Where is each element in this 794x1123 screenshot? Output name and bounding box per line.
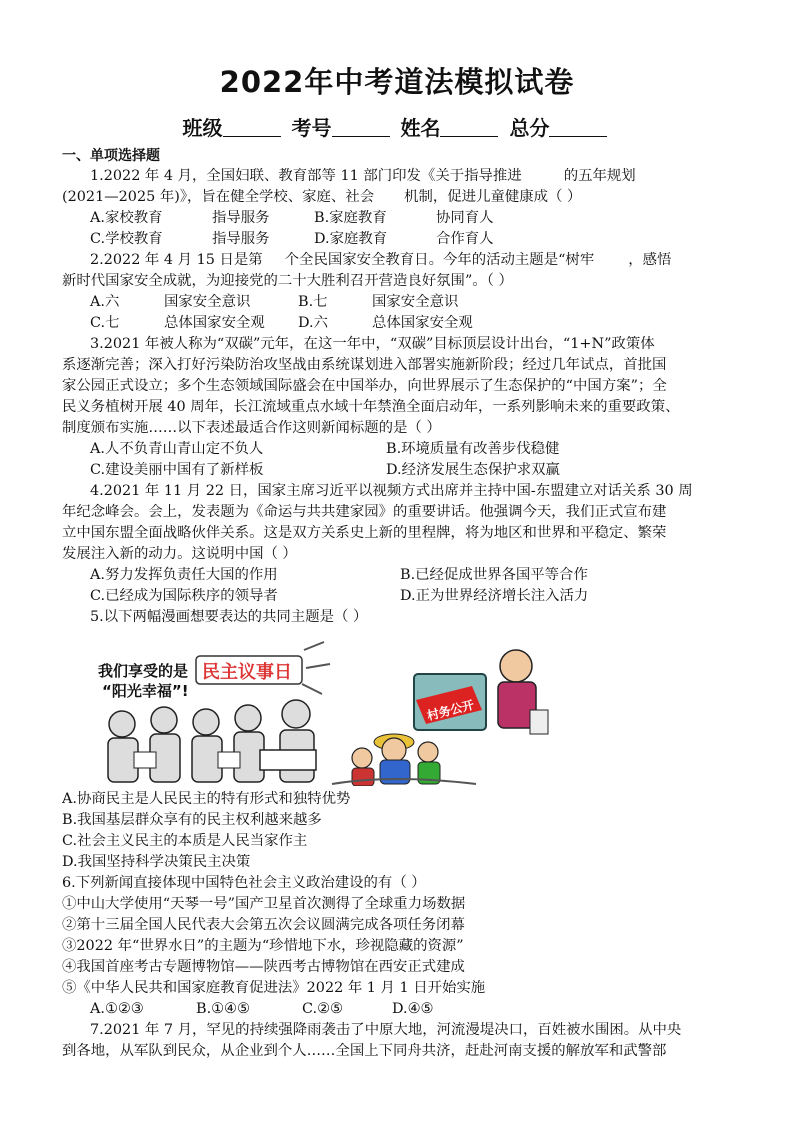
q2-option-d-2: 总体国家安全观 [372,315,473,331]
number-blank[interactable] [332,118,390,137]
q1-line1: 1.2022 年 4 月，全国妇联、教育部等 11 部门印发《关于指导推进 的五年规划 [90,168,636,184]
q1-option-c[interactable]: C.学校教育 [90,231,163,247]
cartoon-democracy-day [98,642,330,782]
q7-line2: 到各地，从军队到民众，从企业到个人……全国上下同舟共济，赶赴河南支援的解放军和武警部 [62,1043,667,1059]
q3-line1: 3.2021 年被人称为“双碳”元年，在这一年中，“双碳”目标顶层设计出台，“1+N”政策体 [90,336,655,352]
student-info-row [0,112,794,141]
q4-option-a[interactable]: A.努力发挥负责任大国的作用 [90,567,278,583]
q6-item2: ②第十三届全国人民代表大会第五次会议圆满完成各项任务闭幕 [62,917,465,933]
q6-option-a[interactable]: A.①②③ [90,1001,144,1017]
q7-line1: 7.2021 年 7 月，罕见的持续强降雨袭击了中原大地，河流漫堤决口，百姓被水围困。从中央 [90,1022,682,1038]
q5-option-a[interactable]: A.协商民主是人民民主的特有形式和独特优势 [62,791,351,807]
cartoon2-woman-head [352,748,372,768]
cartoon1-caption-part1: 我们享受的是 [98,662,189,680]
score-blank[interactable] [549,118,607,137]
name-blank[interactable] [440,118,498,137]
cartoon-village-affairs [332,650,548,786]
page-title: 2022年中考道法模拟试卷 [219,65,575,99]
q5-line1: 5.以下两幅漫画想要表达的共同主题是（ ） [90,609,368,625]
q1-option-b[interactable]: B.家庭教育 [314,210,387,226]
name-label: 姓名 [400,116,441,140]
q4-line2: 年纪念峰会。会上，发表题为《命运与共共建家园》的重要讲话。他强调今天，我们正式宣布建 [62,504,667,520]
q1-option-a-2: 指导服务 [212,210,270,226]
section-heading: 一、单项选择题 [62,148,160,164]
q2-option-c-2: 总体国家安全观 [164,315,265,331]
cartoon2-official-head [500,650,532,682]
q1-option-d-2: 合作育人 [436,231,494,247]
q3-line3: 家公园正式设立；多个生态领域国际盛会在中国举办，向世界展示了生态保护的“中国方案”；全 [62,378,667,394]
q2-option-d[interactable]: D.六 [298,315,328,331]
q5-option-d[interactable]: D.我国坚持科学决策民主决策 [62,854,251,870]
cartoon2-child-head [418,742,438,762]
q3-line5: 制度颁布实施……以下表述最适合作这则新闻标题的是（ ） [62,420,441,436]
q1-option-a[interactable]: A.家校教育 [90,210,163,226]
cartoon2-banner-text: 村务公开 [425,697,476,724]
class-label: 班级 [182,116,223,140]
q4-line3: 立中国东盟全面战略伙伴关系。这是双方关系史上新的里程牌，将为地区和世界和平稳定、繁荣 [62,525,667,541]
cartoon-illustrations [92,640,552,786]
cartoon1-caption-part2: “阳光幸福”! [102,682,189,700]
cartoon2-woman-body [352,768,374,786]
q2-line1: 2.2022 年 4 月 15 日是第 个全民国家安全教育日。今年的活动主题是“树牢 ，感悟 [90,252,672,268]
q5-option-b[interactable]: B.我国基层群众享有的民主权利越来越多 [62,812,322,828]
q1-option-b-2: 协同育人 [436,210,494,226]
q2-line2: 新时代国家安全成就，为迎接党的二十大胜利召开营造良好氛围”。（ ） [62,273,513,289]
q4-line4: 发展注入新的动力。这说明中国（ ） [62,546,297,562]
q3-line2: 系逐渐完善；深入打好污染防治攻坚战由系统谋划进入部署实施新阶段；经过几年试点，首批国 [62,357,667,373]
q3-option-a[interactable]: A.人不负青山青山定不负人 [90,441,264,457]
q6-item3: ③2022 年“世界水日”的主题为“珍惜地下水，珍视隐藏的资源” [62,938,464,954]
q4-option-b[interactable]: B.已经促成世界各国平等合作 [400,567,588,583]
q6-line1: 6.下列新闻直接体现中国特色社会主义政治建设的有（ ） [62,875,426,891]
score-label: 总分 [509,116,550,140]
q1-option-c-2: 指导服务 [212,231,270,247]
number-label: 考号 [291,116,332,140]
q2-option-b-2: 国家安全意识 [372,294,459,310]
q6-item4: ④我国首座考古专题博物馆——陕西考古博物馆在西安正式建成 [62,959,465,975]
q3-option-d[interactable]: D.经济发展生态保护求双赢 [386,462,560,478]
q3-option-b[interactable]: B.环境质量有改善步伐稳健 [386,441,560,457]
q5-option-c[interactable]: C.社会主义民主的本质是人民当家作主 [62,833,308,849]
q2-option-a[interactable]: A.六 [90,294,120,310]
q4-option-d[interactable]: D.正为世界经济增长注入活力 [400,588,589,604]
q6-option-b[interactable]: B.①④⑤ [196,1001,250,1017]
cartoon2-calculator [530,710,548,734]
q6-item5: ⑤《中华人民共和国家庭教育促进法》2022 年 1 月 1 日开始实施 [62,980,486,996]
q4-line1: 4.2021 年 11 月 22 日，国家主席习近平以视频方式出席并主持中国-东盟建立对话关系 30 周 [90,483,693,499]
q3-line4: 民义务植树开展 40 周年，长江流域重点水域十年禁渔全面启动年，一系列影响未来的重要政策、 [62,399,680,415]
q4-option-c[interactable]: C.已经成为国际秩序的领导者 [90,588,278,604]
q2-option-a-2: 国家安全意识 [164,294,251,310]
q6-item1: ①中山大学使用“天琴一号”国产卫星首次测得了全球重力场数据 [62,896,466,912]
q1-option-d[interactable]: D.家庭教育 [314,231,388,247]
cartoon2-villager-body [380,760,410,784]
q6-option-d[interactable]: D.④⑤ [392,1001,434,1017]
q2-option-c[interactable]: C.七 [90,315,120,331]
q2-option-b[interactable]: B.七 [298,294,328,310]
sun-rays [302,642,330,694]
cartoon1-sign-text: 民主议事日 [202,662,292,683]
cartoon2-villager-head [382,738,406,762]
class-blank[interactable] [223,118,281,137]
q1-line2: (2021—2025 年)》，旨在健全学校、家庭、社会 机制，促进儿童健康成（ ） [62,189,582,205]
q3-option-c[interactable]: C.建设美丽中国有了新样板 [90,462,264,478]
q6-option-c[interactable]: C.②⑤ [302,1001,343,1017]
